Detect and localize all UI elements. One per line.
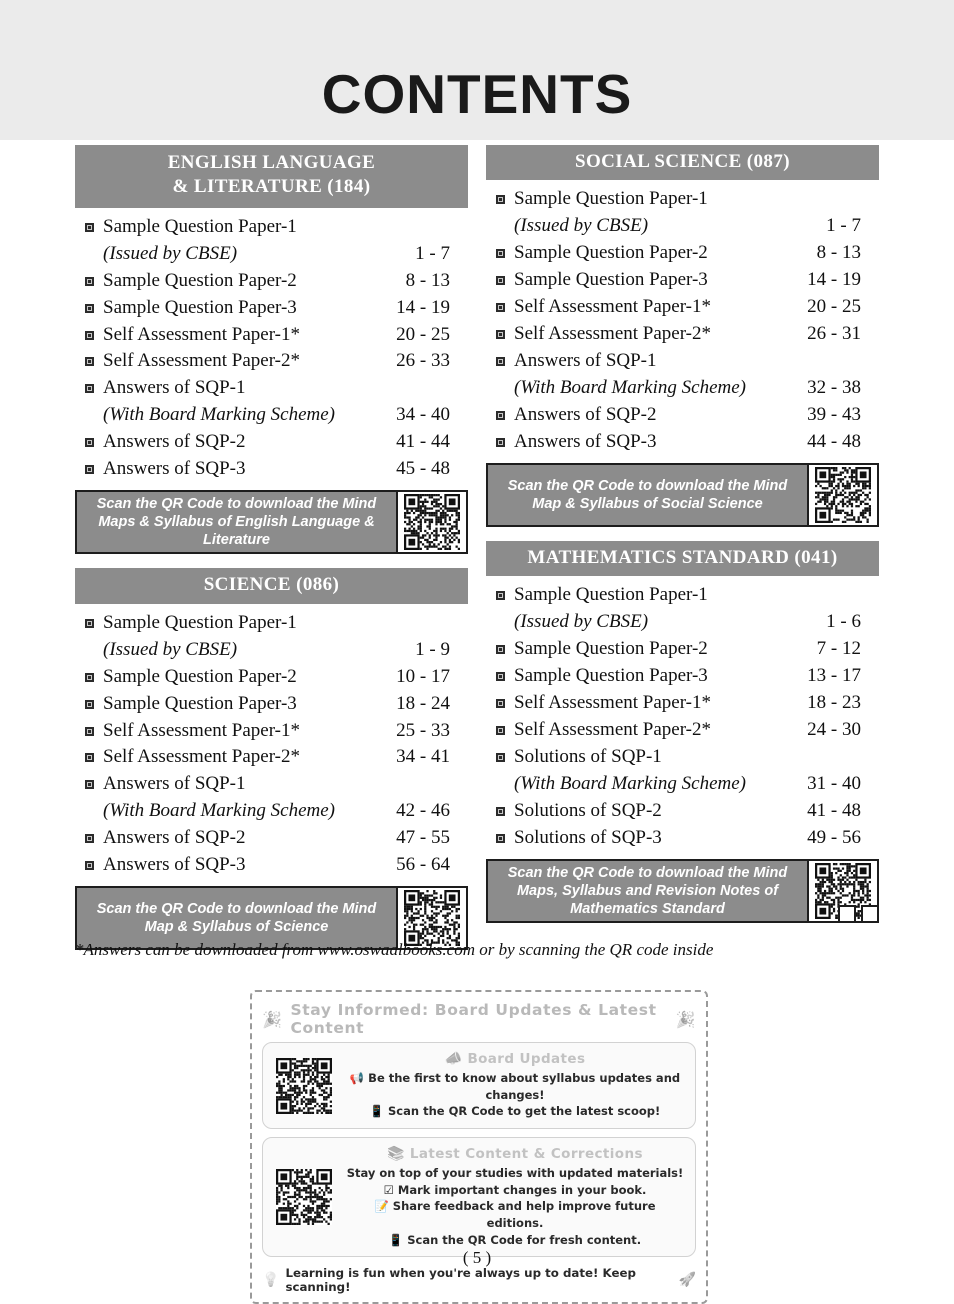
toc-entry[interactable] (75, 664, 468, 691)
toc-entry-row (103, 664, 468, 691)
qr-download-banner[interactable] (486, 859, 879, 923)
toc-entry-row (514, 348, 879, 375)
square-bullet-icon (486, 825, 514, 843)
subject-header (486, 145, 879, 180)
square-bullet-icon (486, 240, 514, 258)
qr-banner-text: Scan the QR Code to download the Mind Maps & Syllabus of English Language & Literature (96, 496, 377, 549)
toc-entry-label: Sample Question Paper-1 (514, 584, 708, 606)
square-bullet-icon (486, 186, 514, 204)
toc-entry-pages: 39 - 43 (807, 404, 861, 426)
toc-entry[interactable] (486, 267, 879, 294)
square-bullet-icon (75, 825, 103, 843)
subject-header-line: SOCIAL SCIENCE (087) (575, 151, 790, 172)
toc-entry-row (514, 582, 879, 609)
bullet-spacer (75, 402, 103, 420)
promo-card-heading (345, 1146, 685, 1162)
block-spacer (486, 527, 879, 541)
toc-entry-pages: 7 - 12 (816, 638, 861, 660)
toc-entry-label: Solutions of SQP-2 (514, 800, 662, 822)
subject-header-line: ENGLISH LANGUAGE (167, 152, 376, 173)
page-title: CONTENTS (321, 63, 633, 125)
toc-entry-label: Self Assessment Paper-2* (103, 746, 300, 768)
toc-entry-row (514, 609, 879, 636)
square-bullet-icon (486, 429, 514, 447)
toc-entry[interactable] (486, 609, 879, 636)
toc-entry[interactable] (75, 637, 468, 664)
toc-entry-label: Answers of SQP-1 (514, 350, 657, 372)
square-bullet-icon (75, 295, 103, 313)
promo-card-heading-text: Board Updates (467, 1051, 586, 1067)
square-bullet-icon (486, 717, 514, 735)
subject-block (486, 145, 879, 541)
toc-entry[interactable] (75, 852, 468, 879)
bullet-spacer (486, 375, 514, 393)
toc-entry-pages: 41 - 44 (396, 431, 450, 453)
toc-entry-label: Answers of SQP-2 (103, 827, 246, 849)
square-bullet-icon (75, 375, 103, 393)
toc-entry-row (514, 267, 879, 294)
square-bullet-icon (486, 321, 514, 339)
toc-entry-row (103, 610, 468, 637)
square-bullet-icon (75, 664, 103, 682)
qr-banner-text: Scan the QR Code to download the Mind Map & Syllabus of Science (96, 901, 377, 936)
toc-entry-pages: 26 - 31 (807, 323, 861, 345)
square-bullet-icon (75, 691, 103, 709)
square-bullet-icon (75, 610, 103, 628)
end-square-icon-2 (861, 905, 879, 923)
toc-list (486, 576, 879, 852)
promo-card[interactable] (262, 1137, 696, 1257)
toc-entry-row (514, 663, 879, 690)
toc-entry-pages: 49 - 56 (807, 827, 861, 849)
toc-entry[interactable] (486, 321, 879, 348)
toc-entry-label: Solutions of SQP-1 (514, 746, 662, 768)
toc-entry[interactable] (75, 322, 468, 349)
rocket-icon: 🚀 (678, 1272, 696, 1289)
toc-entry-pages: 34 - 41 (396, 746, 450, 768)
toc-entry-label: (With Board Marking Scheme) (103, 404, 335, 426)
subject-block (75, 568, 468, 964)
bullet-spacer (75, 637, 103, 655)
toc-entry-row (103, 718, 468, 745)
toc-entry[interactable] (75, 718, 468, 745)
bullet-spacer (75, 798, 103, 816)
toc-entry-label: Sample Question Paper-2 (514, 638, 708, 660)
toc-entry[interactable] (75, 691, 468, 718)
toc-entry-pages: 1 - 6 (826, 611, 861, 633)
square-bullet-icon (75, 214, 103, 232)
toc-entry-row (514, 690, 879, 717)
toc-entry-row (103, 214, 468, 241)
toc-entry-row (514, 771, 879, 798)
toc-entry-label: Answers of SQP-3 (103, 458, 246, 480)
page-number: ( 5 ) (462, 1248, 492, 1267)
toc-entry-row (103, 798, 468, 825)
toc-entry[interactable] (75, 798, 468, 825)
toc-entry[interactable] (75, 241, 468, 268)
toc-entry[interactable] (486, 663, 879, 690)
toc-entry[interactable] (75, 375, 468, 402)
toc-entry-pages: 32 - 38 (807, 377, 861, 399)
toc-entry-label: (Issued by CBSE) (514, 611, 649, 633)
toc-entry-label: (With Board Marking Scheme) (514, 377, 746, 399)
promo-card-heading (345, 1051, 685, 1067)
toc-entry-row (103, 322, 468, 349)
toc-entry-label: Answers of SQP-1 (103, 773, 246, 795)
toc-entry-pages: 20 - 25 (807, 296, 861, 318)
promo-title-text: Stay Informed: Board Updates & Latest Content (290, 1001, 657, 1037)
promo-card-body (345, 1146, 685, 1248)
toc-entry-label: Sample Question Paper-3 (103, 692, 297, 714)
toc-entry-pages: 18 - 23 (807, 692, 861, 714)
toc-entry-label: (Issued by CBSE) (103, 242, 238, 264)
square-bullet-icon (75, 718, 103, 736)
toc-entry-label: Self Assessment Paper-2* (103, 350, 300, 372)
square-bullet-icon (75, 771, 103, 789)
toc-entry-pages: 1 - 9 (415, 638, 450, 660)
lightbulb-icon: 💡 (262, 1272, 280, 1289)
toc-entry-row (103, 825, 468, 852)
toc-entry-row (514, 213, 879, 240)
toc-entry-pages: 31 - 40 (807, 773, 861, 795)
qr-code-image[interactable] (396, 492, 466, 552)
toc-entry[interactable] (486, 690, 879, 717)
bullet-spacer (75, 241, 103, 259)
toc-entry-pages: 1 - 7 (415, 242, 450, 264)
toc-entry-label: Answers of SQP-3 (103, 854, 246, 876)
bullet-spacer (486, 771, 514, 789)
toc-entry-pages: 10 - 17 (396, 665, 450, 687)
toc-entry[interactable] (486, 348, 879, 375)
toc-entry[interactable] (75, 429, 468, 456)
square-bullet-icon (75, 744, 103, 762)
square-bullet-icon (486, 582, 514, 600)
toc-entry-label: Self Assessment Paper-1* (103, 323, 300, 345)
toc-entry[interactable] (486, 213, 879, 240)
promo-card-line: 📝 Share feedback and help improve future editions. (374, 1199, 656, 1231)
toc-entry[interactable] (486, 825, 879, 852)
toc-entry-row (103, 348, 468, 375)
toc-entry-pages: 1 - 7 (826, 215, 861, 237)
promo-card-line: 📱 Scan the QR Code for fresh content. (388, 1232, 642, 1247)
toc-entry-label: Sample Question Paper-3 (514, 665, 708, 687)
toc-entry[interactable] (486, 375, 879, 402)
toc-entry[interactable] (486, 717, 879, 744)
toc-entry-label: (Issued by CBSE) (103, 638, 238, 660)
square-bullet-icon (75, 348, 103, 366)
toc-entry[interactable] (75, 295, 468, 322)
toc-entry-row (514, 321, 879, 348)
promo-card-heading-text: Latest Content & Corrections (409, 1146, 643, 1163)
promo-card-line: ☑ Mark important changes in your book. (383, 1182, 647, 1197)
toc-entry-label: Sample Question Paper-2 (514, 242, 708, 264)
toc-list (75, 208, 468, 484)
toc-entry-row (103, 691, 468, 718)
toc-entry-row (103, 744, 468, 771)
toc-entry-label: Self Assessment Paper-1* (103, 719, 300, 741)
square-bullet-icon (486, 294, 514, 312)
qr-banner-text: Scan the QR Code to download the Mind Maps, Syllabus and Revision Notes of Mathematics Standard (507, 864, 788, 918)
party-popper-icon-right: 🎉 (675, 1009, 696, 1029)
toc-entry-pages: 18 - 24 (396, 692, 450, 714)
subject-header-line: SCIENCE (086) (203, 574, 340, 596)
left-column (75, 145, 468, 964)
toc-entry-pages: 26 - 33 (396, 350, 450, 372)
qr-banner-text: Scan the QR Code to download the Mind Map & Syllabus of Social Science (507, 477, 788, 512)
square-bullet-icon (486, 267, 514, 285)
toc-entry[interactable] (75, 610, 468, 637)
toc-entry[interactable] (486, 798, 879, 825)
toc-entry-row (103, 771, 468, 798)
toc-entry-label: (Issued by CBSE) (514, 215, 649, 237)
bullet-spacer (486, 609, 514, 627)
square-bullet-icon (486, 663, 514, 681)
toc-entry-row (103, 402, 468, 429)
square-bullet-icon (486, 402, 514, 420)
subject-header-line: MATHEMATICS STANDARD (041) (527, 547, 838, 568)
qr-download-banner[interactable] (486, 463, 879, 527)
toc-entry-row (103, 375, 468, 402)
toc-entry-label: Sample Question Paper-1 (103, 215, 297, 237)
toc-entry-row (103, 295, 468, 322)
subject-header (75, 145, 468, 208)
square-bullet-icon (486, 798, 514, 816)
promo-qr-code-image[interactable] (273, 1169, 335, 1225)
toc-entry-label: Answers of SQP-3 (514, 431, 657, 453)
promo-card-line: 📱 Scan the QR Code to get the latest scoop! (369, 1104, 661, 1119)
toc-entry-pages: 14 - 19 (396, 296, 450, 318)
toc-entry-row (514, 375, 879, 402)
qr-code-image[interactable] (807, 465, 877, 525)
toc-entry-row (103, 852, 468, 879)
toc-entry-row (103, 268, 468, 295)
toc-entry[interactable] (486, 294, 879, 321)
toc-entry[interactable] (486, 429, 879, 456)
megaphone-icon: 📣 (444, 1051, 463, 1067)
square-bullet-icon (486, 744, 514, 762)
toc-entry-row (514, 186, 879, 213)
toc-entry-label: (With Board Marking Scheme) (514, 773, 746, 795)
toc-entry-label: Answers of SQP-1 (103, 377, 246, 399)
square-bullet-icon (486, 690, 514, 708)
toc-entry-pages: 25 - 33 (396, 719, 450, 741)
toc-entry[interactable] (75, 456, 468, 483)
toc-entry-label: Answers of SQP-2 (514, 404, 657, 426)
subject-header (486, 541, 879, 576)
square-bullet-icon (75, 852, 103, 870)
toc-entry-pages: 56 - 64 (396, 854, 450, 876)
toc-entry-pages: 8 - 13 (816, 242, 861, 264)
toc-entry-row (514, 717, 879, 744)
toc-entry-label: Sample Question Paper-2 (103, 665, 297, 687)
promo-card[interactable] (262, 1042, 696, 1129)
square-bullet-icon (75, 322, 103, 340)
promo-footer-text: Learning is fun when you're always up to date! Keep scanning! (285, 1266, 636, 1295)
toc-entry[interactable] (486, 402, 879, 429)
toc-entry[interactable] (486, 636, 879, 663)
toc-entry[interactable] (75, 825, 468, 852)
toc-entry[interactable] (75, 402, 468, 429)
toc-entry-pages: 14 - 19 (807, 269, 861, 291)
footnote: *Answers can be downloaded from www.oswaalbooks.com or by scanning the QR code inside (75, 940, 714, 959)
contents-columns (0, 145, 954, 964)
toc-entry-label: Sample Question Paper-3 (514, 269, 708, 291)
square-bullet-icon (486, 636, 514, 654)
toc-entry-pages: 34 - 40 (396, 404, 450, 426)
toc-entry[interactable] (75, 214, 468, 241)
promo-title-row (262, 998, 696, 1042)
toc-entry-row (514, 240, 879, 267)
toc-entry-pages: 44 - 48 (807, 431, 861, 453)
toc-entry[interactable] (486, 744, 879, 771)
toc-entry-row (514, 636, 879, 663)
toc-entry-row (514, 402, 879, 429)
square-bullet-icon (75, 268, 103, 286)
toc-entry-row (514, 825, 879, 852)
square-bullet-icon (486, 348, 514, 366)
toc-entry-label: Sample Question Paper-1 (103, 611, 297, 633)
toc-list (75, 604, 468, 880)
subject-block (75, 145, 468, 568)
toc-entry[interactable] (486, 240, 879, 267)
right-column (486, 145, 879, 964)
subject-header-line: & LITERATURE (184) (172, 176, 371, 198)
toc-entry-pages: 41 - 48 (807, 800, 861, 822)
square-bullet-icon (75, 429, 103, 447)
toc-entry-row (103, 429, 468, 456)
block-spacer (486, 923, 879, 937)
toc-list (486, 180, 879, 456)
toc-entry-label: Self Assessment Paper-1* (514, 296, 711, 318)
toc-entry-row (103, 456, 468, 483)
toc-entry[interactable] (75, 744, 468, 771)
toc-entry[interactable] (486, 771, 879, 798)
toc-entry-label: Sample Question Paper-1 (514, 188, 708, 210)
toc-entry[interactable] (75, 268, 468, 295)
subject-header (75, 568, 468, 603)
toc-entry-label: Self Assessment Paper-2* (514, 323, 711, 345)
toc-entry-pages: 8 - 13 (405, 269, 450, 291)
square-bullet-icon (75, 456, 103, 474)
toc-entry-row (103, 637, 468, 664)
subject-block (486, 541, 879, 937)
toc-entry-row (514, 294, 879, 321)
promo-card-line: 📢 Be the first to know about syllabus updates and changes! (349, 1071, 681, 1102)
toc-entry[interactable] (75, 771, 468, 798)
toc-entry-label: Self Assessment Paper-1* (514, 692, 711, 714)
toc-entry-label: Sample Question Paper-2 (103, 269, 297, 291)
toc-entry-label: (With Board Marking Scheme) (103, 800, 335, 822)
toc-entry-row (514, 429, 879, 456)
toc-entry-row (514, 798, 879, 825)
toc-entry-pages: 20 - 25 (396, 323, 450, 345)
toc-entry-pages: 24 - 30 (807, 719, 861, 741)
toc-entry-row (103, 241, 468, 268)
toc-entry-label: Sample Question Paper-3 (103, 296, 297, 318)
toc-entry[interactable] (486, 582, 879, 609)
toc-entry-pages: 45 - 48 (396, 458, 450, 480)
toc-entry-label: Solutions of SQP-3 (514, 827, 662, 849)
toc-entry[interactable] (486, 186, 879, 213)
end-square-icon-1 (838, 905, 856, 923)
bullet-spacer (486, 213, 514, 231)
toc-entry-pages: 42 - 46 (396, 800, 450, 822)
qr-download-banner[interactable] (75, 490, 468, 554)
toc-entry-label: Answers of SQP-2 (103, 431, 246, 453)
block-spacer (75, 554, 468, 568)
promo-qr-code-image[interactable] (273, 1058, 335, 1114)
toc-entry-pages: 47 - 55 (396, 827, 450, 849)
end-of-contents-marker (838, 905, 879, 923)
promo-card-line: Stay on top of your studies with updated materials! (346, 1166, 684, 1181)
party-popper-icon-left: 🎉 (262, 1009, 283, 1029)
toc-entry-pages: 13 - 17 (807, 665, 861, 687)
toc-entry[interactable] (75, 348, 468, 375)
toc-entry-row (514, 744, 879, 771)
toc-entry-label: Self Assessment Paper-2* (514, 719, 711, 741)
promo-cards (262, 1042, 696, 1257)
books-icon: 📚 (387, 1146, 405, 1163)
promo-card-body (345, 1051, 685, 1120)
